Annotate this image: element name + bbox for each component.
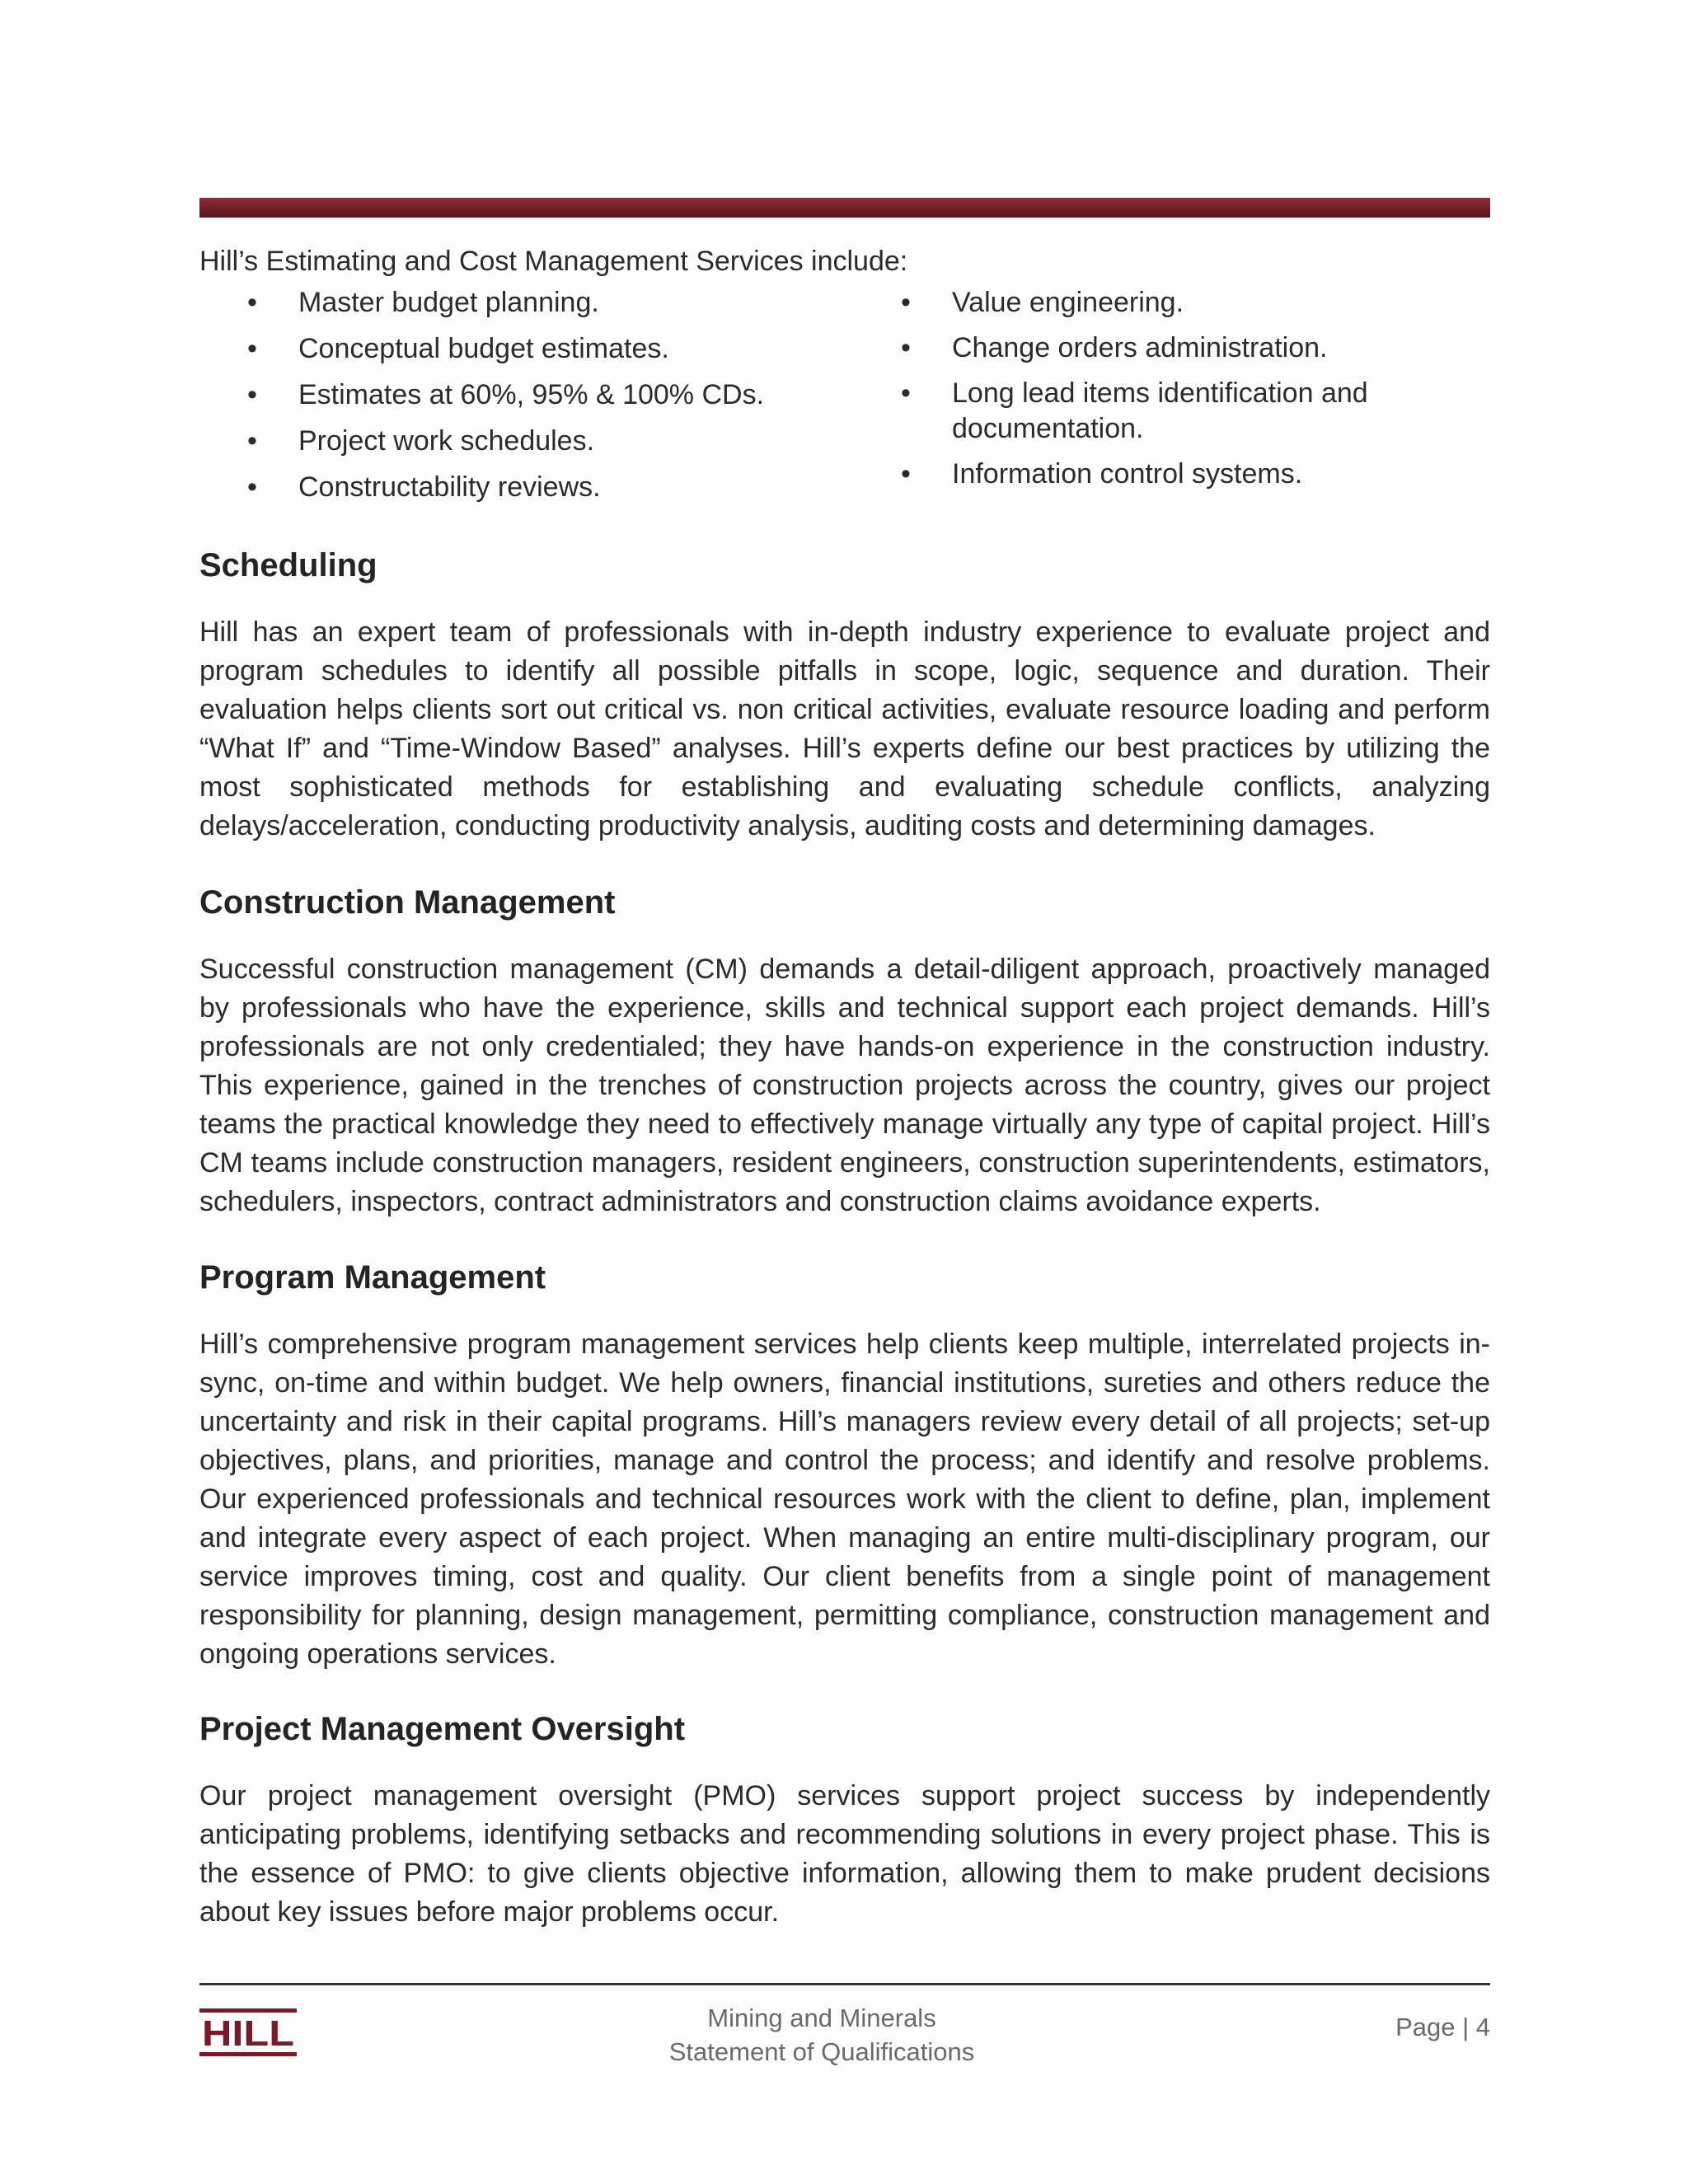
- list-item: • Conceptual budget estimates.: [199, 331, 842, 367]
- list-item: • Constructability reviews.: [199, 470, 842, 505]
- bullet-icon: •: [247, 471, 257, 503]
- footer-title: [612, 2001, 1032, 2069]
- footer-line-1: Mining and Minerals: [707, 2004, 936, 2032]
- bullet-icon: •: [901, 458, 911, 490]
- document-page: [199, 0, 1490, 2184]
- services-list-right: [853, 285, 1490, 502]
- footer-line-2: Statement of Qualifications: [668, 2037, 975, 2066]
- header-rule: [199, 198, 1490, 218]
- footer-rule: [199, 1983, 1490, 1985]
- bullet-icon: •: [901, 287, 911, 318]
- list-item: • Estimates at 60%, 95% & 100% CDs.: [199, 377, 842, 413]
- bullet-icon: •: [247, 425, 257, 457]
- page-number: Page | 4: [1395, 2013, 1490, 2041]
- list-item: • Long lead items identification and documentation.: [901, 377, 1368, 444]
- list-item: • Master budget planning.: [199, 285, 842, 321]
- list-item: • Information control systems.: [853, 457, 1490, 492]
- section-body-project-management-oversight: Our project management oversight (PMO) services support project success by independently anticipating problems, identifying setbacks and recommending solutions in every project phase. This is the essence of PMO: to give clients objective information, allowing them to make prudent decisions about key issues before major problems occur.: [199, 1780, 1490, 1928]
- list-item: • Change orders administration.: [853, 330, 1490, 366]
- bullet-icon: •: [901, 332, 911, 363]
- list-item: • Project work schedules.: [199, 424, 842, 459]
- bullet-icon: •: [247, 333, 257, 364]
- services-list-left: [199, 285, 842, 516]
- services-intro: Hill’s Estimating and Cost Management Services include:: [199, 246, 908, 277]
- section-heading-construction-management: Construction Management: [199, 884, 616, 921]
- bullet-icon: •: [247, 287, 257, 318]
- list-item: • Value engineering.: [853, 285, 1490, 321]
- bullet-icon: •: [901, 377, 911, 409]
- section-body-scheduling: Hill has an expert team of professionals with in-depth industry experience to evaluate project and program schedules to identify all possible pitfalls in scope, logic, sequence and duration. Their evaluation helps clients sort out critical vs. non critical activities, evaluate resource loading and perform “What If” and “Time-Window Based” analyses. Hill’s experts define our best practices by utilizing the most sophisticated methods for establishing and evaluating schedule conflicts, analyzing delays/acceleration, conducting productivity analysis, auditing costs and determining damages.: [199, 616, 1490, 841]
- section-body-construction-management: Successful construction management (CM) demands a detail-diligent approach, proactively managed by professionals who have the experience, skills and technical support each project demands. Hill’s professionals are not only credentialed; they have hands-on experience in the construction industry. This experience, gained in the trenches of construction projects across the country, gives our project teams the practical knowledge they need to effectively manage virtually any type of capital project. Hill’s CM teams include construction managers, resident engineers, construction superintendents, estimators, schedulers, inspectors, contract administrators and construction claims avoidance experts.: [199, 954, 1490, 1217]
- section-heading-project-management-oversight: Project Management Oversight: [199, 1711, 686, 1747]
- section-heading-scheduling: Scheduling: [199, 547, 377, 583]
- bullet-icon: •: [247, 379, 257, 410]
- logo-text: HILL: [202, 2013, 294, 2054]
- hill-logo: [199, 2008, 297, 2056]
- section-heading-program-management: Program Management: [199, 1259, 546, 1296]
- section-body-program-management: Hill’s comprehensive program management services help clients keep multiple, interrelated projects in-sync, on-time and within budget. We help owners, financial institutions, sureties and others reduce the uncertainty and risk in their capital programs. Hill’s managers review every detail of all projects; set-up objectives, plans, and priorities, manage and control the process; and identify and resolve problems. Our experienced professionals and technical resources work with the client to define, plan, implement and integrate every aspect of each project. When managing an entire multi-disciplinary program, our service improves timing, cost and quality. Our client benefits from a single point of management responsibility for planning, design management, permitting compliance, construction management and ongoing operations services.: [199, 1329, 1490, 1670]
